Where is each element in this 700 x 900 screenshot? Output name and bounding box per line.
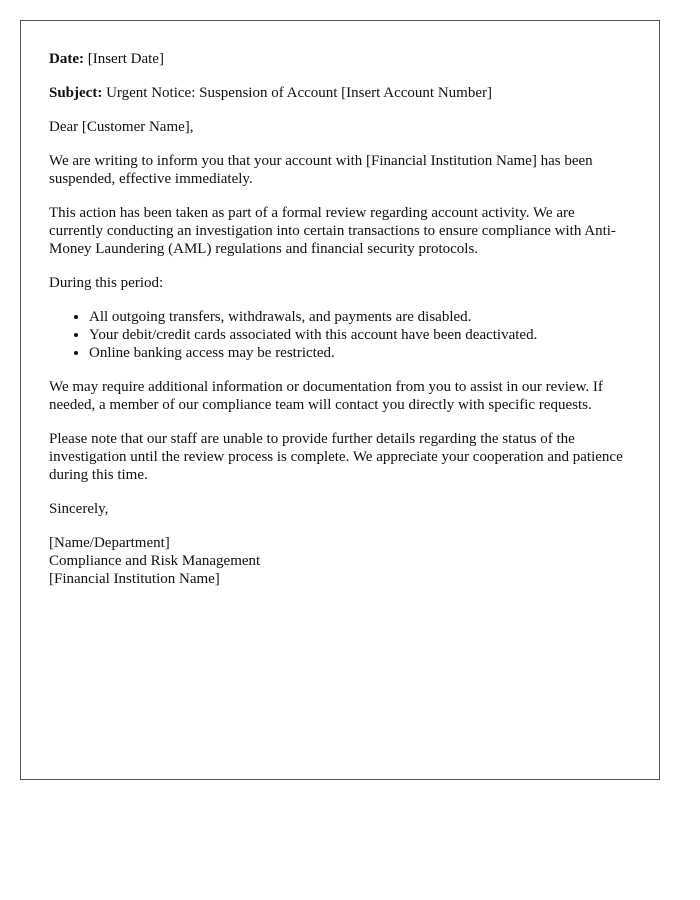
subject-value: Urgent Notice: Suspension of Account [Insert Account Number] <box>106 85 492 101</box>
date-value: [Insert Date] <box>87 51 164 67</box>
signature-block <box>49 534 631 588</box>
signature-institution: [Financial Institution Name] <box>49 571 220 587</box>
documentation-paragraph: We may require additional information or documentation from you to assist in our review. If needed, a member of our compliance team will contact you directly with specific requests. <box>49 379 603 413</box>
date-label: Date: <box>49 51 84 67</box>
restrictions-list <box>49 308 631 362</box>
subject-label: Subject: <box>49 85 103 101</box>
signature-name: [Name/Department] <box>49 535 170 551</box>
restriction-item: • Online banking access may be restricted. <box>89 344 631 362</box>
letter-page <box>20 20 660 780</box>
salutation: Dear [Customer Name], <box>49 119 194 135</box>
staff-note-paragraph: Please note that our staff are unable to provide further details regarding the status of the investigation until the review process is complete. We appreciate your cooperation and patience during this time. <box>49 431 623 483</box>
signoff: Sincerely, <box>49 501 109 517</box>
restriction-item: • All outgoing transfers, withdrawals, and payments are disabled. <box>89 308 631 326</box>
intro-paragraph: We are writing to inform you that your account with [Financial Institution Name] has been suspended, effective immediately. <box>49 153 593 187</box>
date-line <box>49 50 631 68</box>
investigation-paragraph: This action has been taken as part of a formal review regarding account activity. We are currently conducting an investigation into certain transactions to ensure compliance with Anti-Money Laundering (AML) regulations and financial security protocols. <box>49 205 616 257</box>
signature-department: Compliance and Risk Management <box>49 553 261 569</box>
subject-line <box>49 84 631 102</box>
restriction-item: • Your debit/credit cards associated with this account have been deactivated. <box>89 326 631 344</box>
period-intro: During this period: <box>49 275 164 291</box>
